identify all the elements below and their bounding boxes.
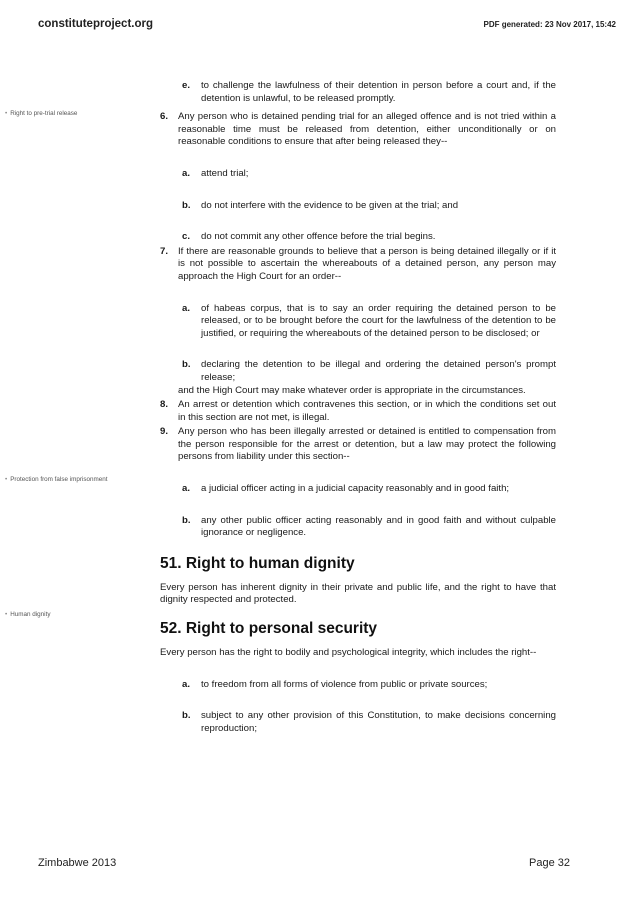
clause-6a (160, 168, 556, 181)
clause-label: a. (182, 483, 191, 495)
heading-section-52: 52. Right to personal security (160, 620, 378, 638)
clause-text: to challenge the lawfulness of their detention in person before a court and, if the detention is unlawful, to be released promptly. (201, 80, 556, 104)
margin-note-false-imprisonment: • Protection from false imprisonment (5, 476, 108, 483)
section-text: Any person who is detained pending trial for an alleged offence and is not tried within a reasonable time must be released from detention, either unconditionally or on reasonable conditions to ensure that after being released they-- (178, 111, 556, 148)
clause-52b (160, 710, 556, 735)
clause-text: attend trial; (201, 167, 249, 179)
section-label: 6. (160, 111, 169, 123)
clause-label: a. (182, 167, 191, 179)
section-7 (160, 246, 556, 284)
paragraph-section-51: Every person has inherent dignity in their private and public life, and the right to have that dignity respected and protected. (160, 581, 556, 606)
section-text: An arrest or detention which contravenes this section, or in which the conditions set out in this section are not met, is illegal. (178, 399, 556, 423)
clause-52a (160, 679, 556, 692)
clause-label: a. (182, 302, 191, 314)
clause-text: to freedom from all forms of violence from public or private sources; (201, 678, 488, 690)
section-7-closing (160, 385, 556, 398)
clause-label: b. (182, 359, 191, 371)
clause-5e (160, 80, 556, 105)
clause-7a (160, 303, 556, 341)
clause-label: b. (182, 514, 191, 526)
clause-text: subject to any other provision of this Constitution, to make decisions concerning reproduction; (201, 710, 556, 734)
clause-text: do not interfere with the evidence to be given at the trial; and (201, 199, 459, 211)
margin-note-human-dignity: • Human dignity (5, 611, 50, 618)
clause-9a (160, 483, 556, 496)
clause-7b (160, 359, 556, 384)
section-text: and the High Court may make whatever order is appropriate in the circumstances. (178, 384, 526, 396)
section-label: 9. (160, 426, 169, 438)
section-6 (160, 111, 556, 149)
pdf-generated-date: PDF generated: 23 Nov 2017, 15:42 (483, 20, 616, 29)
section-8 (160, 399, 556, 424)
section-label: 7. (160, 245, 169, 257)
clause-6c (160, 231, 556, 244)
clause-label: b. (182, 710, 191, 722)
margin-note-pretrial-release: • Right to pre-trial release (5, 110, 77, 117)
clause-text: a judicial officer acting in a judicial capacity reasonably and in good faith; (201, 483, 510, 495)
clause-text: declaring the detention to be illegal and ordering the detained person's prompt release; (201, 359, 556, 383)
clause-label: e. (182, 80, 191, 91)
paragraph-section-52: Every person has the right to bodily and psychological integrity, which includes the right-- (160, 647, 537, 659)
clause-label: a. (182, 678, 191, 690)
clause-text: any other public officer acting reasonably and in good faith and without culpable ignorance or negligence. (201, 514, 556, 539)
clause-label: b. (182, 199, 191, 211)
heading-section-51: 51. Right to human dignity (160, 554, 355, 572)
document-body (160, 80, 556, 735)
clause-9b (160, 515, 556, 540)
clause-text: do not commit any other offence before the trial begins. (201, 231, 436, 243)
section-text: Any person who has been illegally arrested or detained is entitled to compensation from the person responsible for the arrest or detention, but a law may protect the following persons from liability under this section-- (178, 426, 556, 463)
clause-label: c. (182, 231, 191, 243)
footer-page-number: Page 32 (529, 857, 570, 869)
footer-country-year: Zimbabwe 2013 (38, 857, 117, 869)
section-label: 8. (160, 399, 169, 411)
clause-text: of habeas corpus, that is to say an order requiring the detained person to be released, or to be brought before the court for the lawfulness of the detention to be justified, or requiring the whereabouts of the detained person to be disclosed; or (201, 302, 556, 339)
section-text: If there are reasonable grounds to believe that a person is being detained illegally or if it is not possible to ascertain the whereabouts of a detained person, any person may approach the High Court for an order-- (178, 245, 556, 282)
clause-6b (160, 200, 556, 213)
section-9 (160, 426, 556, 464)
site-name: constituteproject.org (38, 18, 154, 30)
